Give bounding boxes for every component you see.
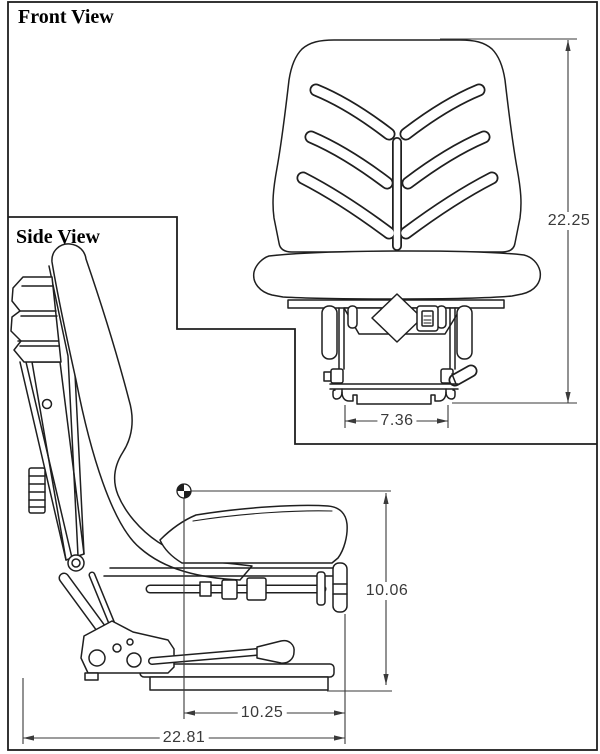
side-frame-hole: [43, 400, 52, 409]
side-latch-handle: [333, 563, 347, 612]
side-view-drawing: [11, 244, 347, 690]
front-switch: [417, 306, 438, 331]
front-view-drawing: [254, 40, 541, 404]
dimension-front-overall-height: 22.25: [545, 212, 594, 230]
dimension-side-overall-depth: 22.81: [160, 729, 209, 747]
dimension-front-rail-width: 7.36: [377, 412, 416, 430]
side-recline-knob: [29, 468, 45, 513]
dimension-side-rail-travel: 10.25: [238, 704, 287, 722]
side-seat-cushion: [160, 505, 347, 563]
front-mounting-rail: [330, 384, 458, 404]
dimension-side-seat-height: 10.06: [363, 582, 412, 600]
side-pivot-bolt: [68, 555, 84, 571]
side-lever-grip: [257, 641, 294, 664]
datum-target-icon: [177, 484, 191, 498]
front-frame-hardware: [324, 369, 471, 384]
side-view-label: Side View: [16, 226, 100, 248]
front-view-label: Front View: [18, 6, 114, 28]
side-linkage-plate: [81, 621, 174, 680]
side-suspension-bellows: [11, 277, 61, 362]
front-seat-cushion: [254, 251, 541, 299]
